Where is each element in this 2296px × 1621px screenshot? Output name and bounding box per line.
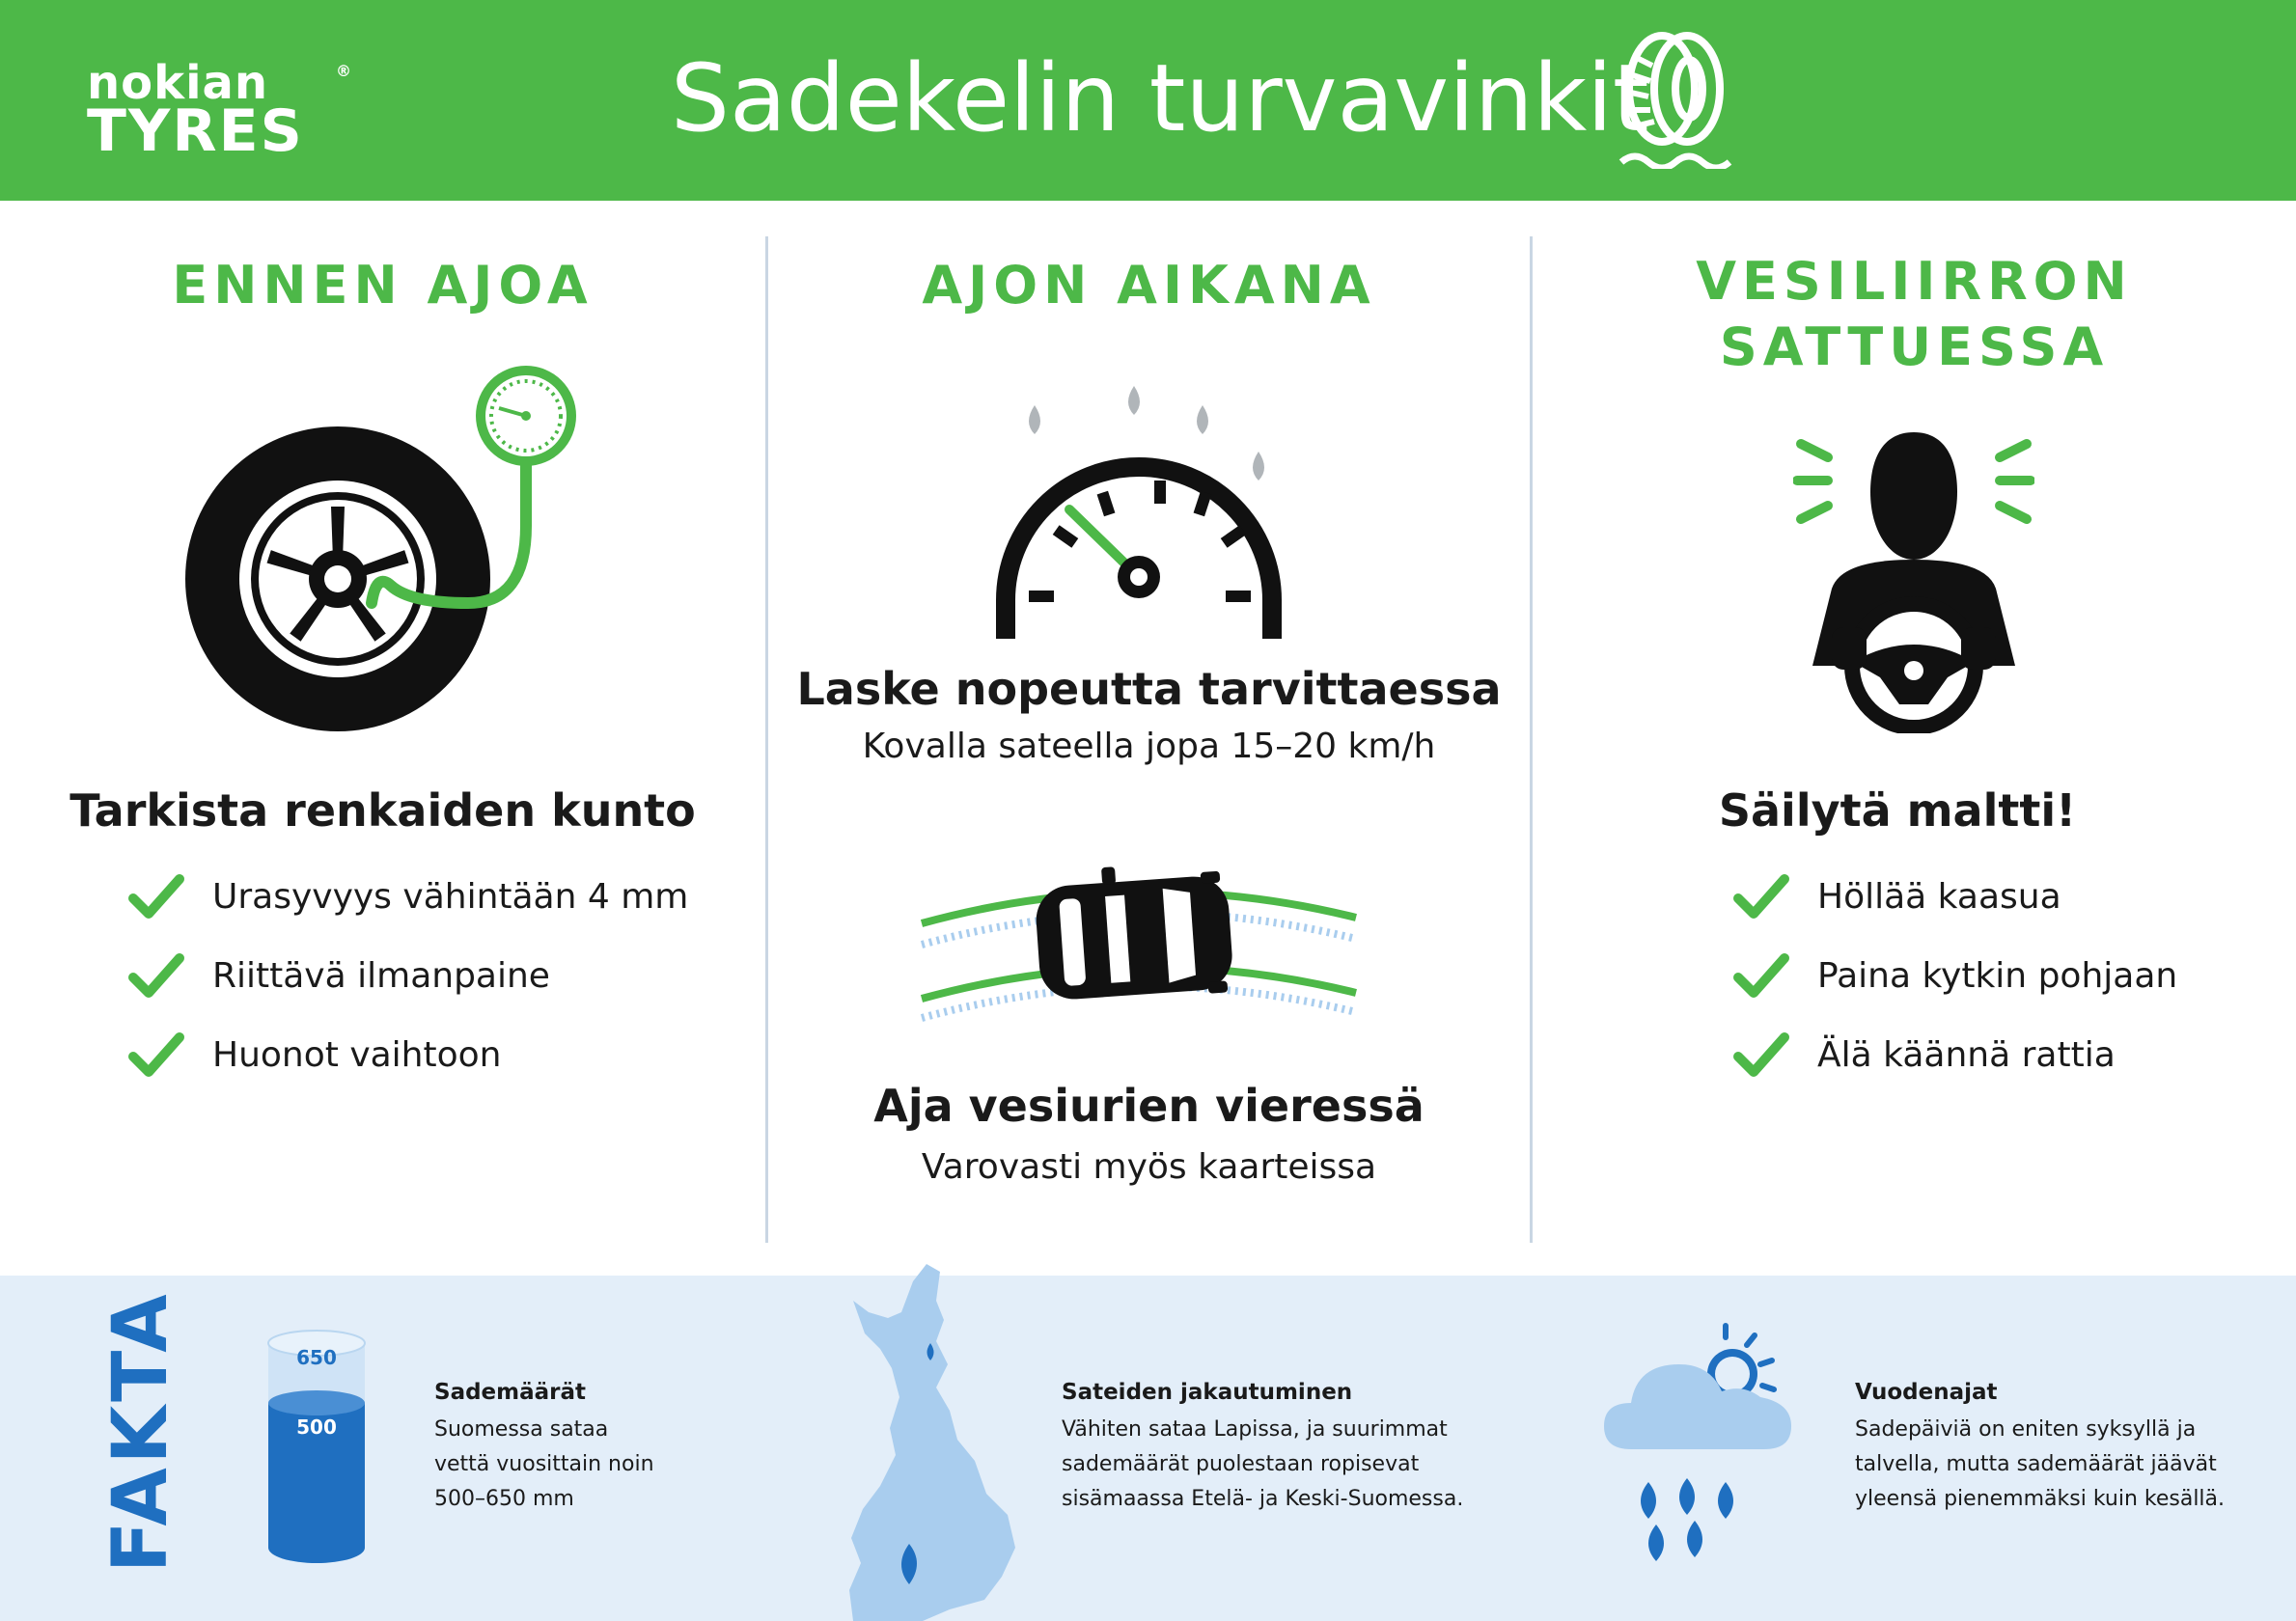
gauge-label-650: 650 [296,1346,337,1369]
fact-text-jakautuminen: Vähiten sataa Lapissa, ja suurimmat sademäärät puolestaan ropisevat sisämaassa Etelä- ja Keski-Suomessa. [1062,1417,1464,1511]
rain-gauge-icon [266,1330,367,1565]
ennen-ajoa-subheading: Tarkista renkaiden kunto [69,784,696,837]
column-divider [1530,236,1533,1243]
checklist-item [127,936,688,1015]
checklist-item [1732,857,2177,936]
page-title: Sadekelin turvavinkit [671,44,1649,152]
tire-pressure-gauge-icon [179,362,594,733]
checklist-item [1732,936,2177,1015]
check-icon [127,947,185,1004]
header-bar [0,0,2296,201]
checklist-item [1732,1015,2177,1094]
registered-mark: ® [336,62,351,80]
fact-text-sademaarat: Suomessa sataa vettä vuosittain noin 500–650 mm [434,1417,654,1511]
tire-on-water-icon [1618,29,1743,169]
rain-cloud-sun-icon [1602,1322,1795,1563]
fakta-label: FAKTA [97,1290,184,1573]
logo-line-2: TYRES [87,97,304,165]
car-in-tracks-icon [917,864,1361,1047]
check-icon [1732,947,1790,1004]
vesiurien-subtext: Varovasti myös kaarteissa [921,1147,1377,1187]
fact-title-vuodenajat: Vuodenajat [1855,1380,1998,1405]
checklist-item [127,857,688,936]
fact-text-vuodenajat: Sadepäiviä on eniten syksyllä ja talvella, mutta sademäärät jäävät yleensä pienemmäksi kuin kesällä. [1855,1417,2226,1511]
ennen-ajoa-checklist [127,857,688,1094]
sailyta-maltti-heading: Säilytä maltti! [1718,784,2077,837]
check-icon [127,1026,185,1084]
column-heading-vesiliirron-sattuessa: VESILIIRRON SATTUESSA [1696,251,2133,377]
laske-nopeutta-subtext: Kovalla sateella jopa 15–20 km/h [862,727,1436,766]
driver-steering-wheel-icon [1793,425,2034,733]
column-heading-ajon-aikana: AJON AIKANA [922,255,1376,316]
checklist-item-text: Huonot vaihtoon [212,1034,502,1075]
gauge-label-500: 500 [296,1415,337,1439]
fact-title-sademaarat: Sademäärät [434,1380,587,1405]
check-icon [1732,867,1790,925]
vesiurien-heading: Aja vesiurien vieressä [873,1080,1425,1132]
check-icon [1732,1026,1790,1084]
checklist-item-text: Älä käännä rattia [1817,1034,2116,1075]
checklist-item-text: Urasyvyys vähintään 4 mm [212,876,689,917]
check-icon [127,867,185,925]
logo-line-1: nokian [87,56,269,110]
checklist-item-text: Höllää kaasua [1817,876,2061,917]
speedometer-rain-icon [994,386,1284,642]
column-heading-ennen-ajoa: ENNEN AJOA [172,255,594,316]
checklist-item-text: Paina kytkin pohjaan [1817,955,2178,996]
vesiliirto-checklist [1732,857,2177,1094]
laske-nopeutta-heading: Laske nopeutta tarvittaessa [796,663,1502,715]
checklist-item [127,1015,688,1094]
finland-map-icon [842,1262,1033,1621]
fact-title-jakautuminen: Sateiden jakautuminen [1062,1380,1353,1405]
nokian-tyres-logo [87,56,351,165]
checklist-item-text: Riittävä ilmanpaine [212,955,550,996]
